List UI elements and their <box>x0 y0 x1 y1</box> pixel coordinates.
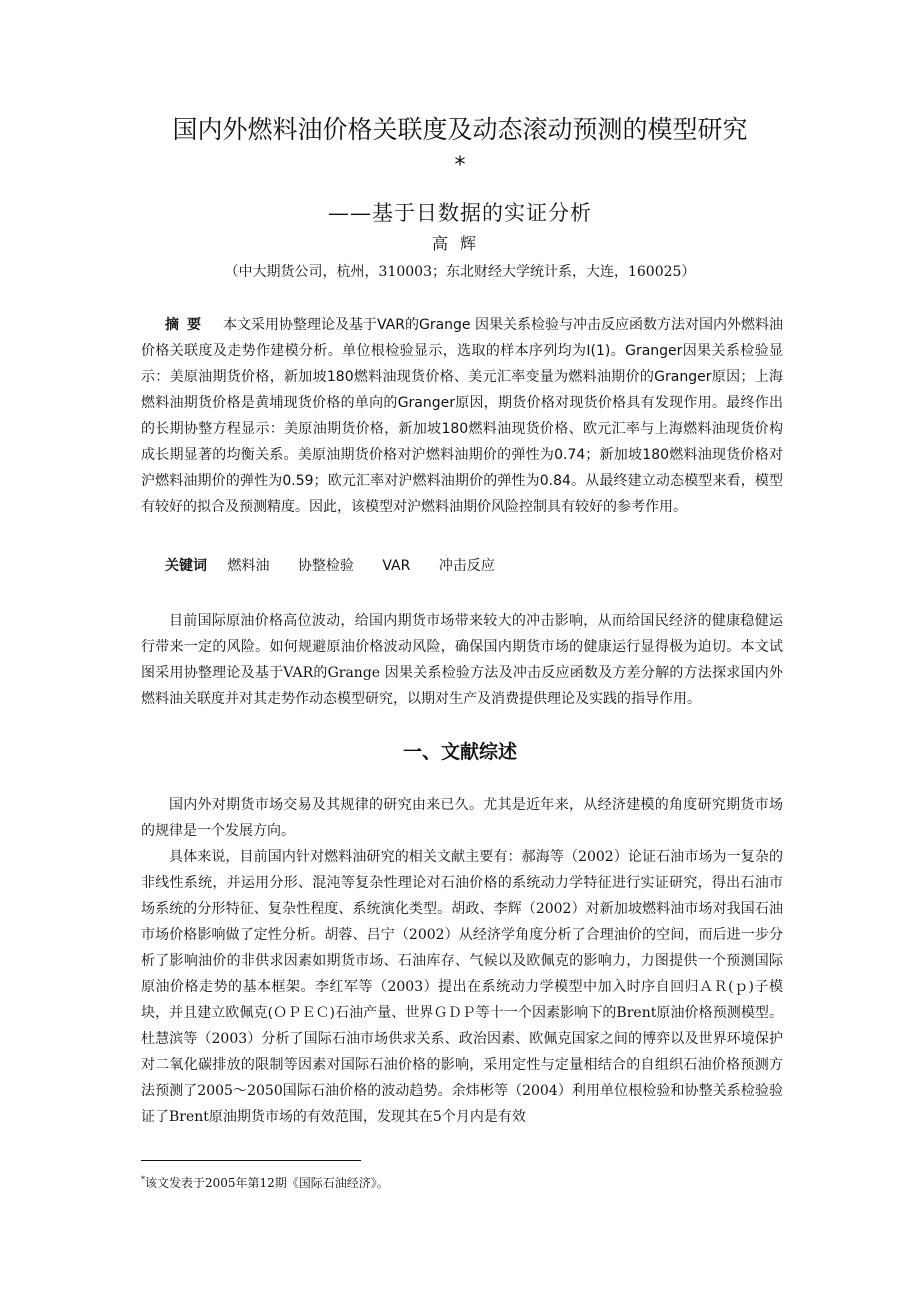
intro-paragraph: 目前国际原油价格高位波动，给国内期货市场带来较大的冲击影响，从而给国民经济的健康稳健运行带来一定的风险。如何规避原油价格波动风险，确保国内期货市场的健康运行显得极为迫切。本文试图采用协整理论及基于VAR的Grange 因果关系检验方法及冲击反应函数及方差分解的方法探求国内外燃料油关联度并对其走势作动态模型研究，以期对生产及消费提供理论及实践的指导作用。 <box>141 613 783 707</box>
abstract-label: 摘要 <box>165 317 209 333</box>
keyword: 冲击反应 <box>438 558 495 574</box>
paper-subtitle: ——基于日数据的实证分析 <box>328 201 592 225</box>
body-paragraph: 国内外对期货市场交易及其规律的研究由来已久。尤其是近年来，从经济建模的角度研究期货市场的规律是一个发展方向。 <box>141 797 783 839</box>
keyword: 燃料油 <box>227 558 270 574</box>
body-paragraph: 具体来说，目前国内针对燃料油研究的相关文献主要有：郝海等（2002）论证石油市场为一复杂的非线性系统，并运用分形、混沌等复杂性理论对石油价格的系统动力学特征进行实证研究，得出石油市场系统的分形特征、复杂性程度、系统演化类型。胡政、李辉（2002）对新加坡燃料油市场对我国石油市场价格影响做了定性分析。胡蓉、吕宁（2002）从经济学角度分析了合理油价的空间，而后进一步分析了影响油价的非供求因素如期货市场、石油库存、气候以及欧佩克的影响力，力图提供一个预测国际原油价格走势的基本框架。李红军等（2003）提出在系统动力学模型中加入时序自回归ＡＲ(ｐ)子模块，并且建立欧佩克(ＯＰＥＣ)石油产量、世界ＧＤＰ等十一个因素影响下的Brent原油价格预测模型。杜慧滨等（2003）分析了国际石油市场供求关系、政治因素、欧佩克国家之间的博弈以及世界环境保护对二氧化碳排放的限制等因素对国际石油价格的影响，采用定性与定量相结合的自组织石油价格预测方法预测了2005～2050国际石油价格的波动趋势。余炜彬等（2004）利用单位根检验和协整关系检验验证了Brent原油期货市场的有效范围，发现其在5个月内是有效 <box>141 849 783 1125</box>
paper-title: 国内外燃料油价格关联度及动态滚动预测的模型研究 <box>172 115 748 144</box>
section-heading: 一、文献综述 <box>402 741 517 763</box>
footnote-text: 该文发表于2005年第12期《国际石油经济》。 <box>145 1176 389 1190</box>
author-name: 高辉 <box>431 234 488 253</box>
keyword: 协整检验 <box>297 558 354 574</box>
abstract-text: 本文采用协整理论及基于VAR的Grange 因果关系检验与冲击反应函数方法对国内外燃料油价格关联度及走势作建模分析。单位根检验显示，选取的样本序列均为I(1)。Granger因果关系检验显示：美原油期货价格，新加坡180燃料油现货价格、美元汇率变量为燃料油期价的Granger原因；上海燃料油期货价格是黄埔现货价格的单向的Granger原因，期货价格对现货价格具有发现作用。最终作出的长期协整方程显示：美原油期货价格，新加坡180燃料油现货价格、欧元汇率与上海燃料油现货价构成长期显著的均衡关系。美原油期货价格对沪燃料油期价的弹性为0.74；新加坡180燃料油现货价格对沪燃料油期价的弹性为0.59；欧元汇率对沪燃料油期价的弹性为0.84。从最终建立动态模型来看，模型有较好的拟合及预测精度。因此，该模型对沪燃料油期价风险控制具有较好的参考作用。 <box>141 317 783 515</box>
keywords <box>165 553 519 579</box>
footnote-divider <box>141 1160 361 1161</box>
abstract <box>141 312 783 520</box>
keyword: VAR <box>382 558 411 574</box>
footnote-mark: * <box>141 1175 145 1184</box>
title-footnote-mark: * <box>454 153 466 178</box>
keywords-label: 关键词 <box>165 558 207 574</box>
footnote <box>141 1170 389 1193</box>
author-affiliation: （中大期货公司，杭州，310003；东北财经大学统计系，大连，160025） <box>224 264 696 280</box>
